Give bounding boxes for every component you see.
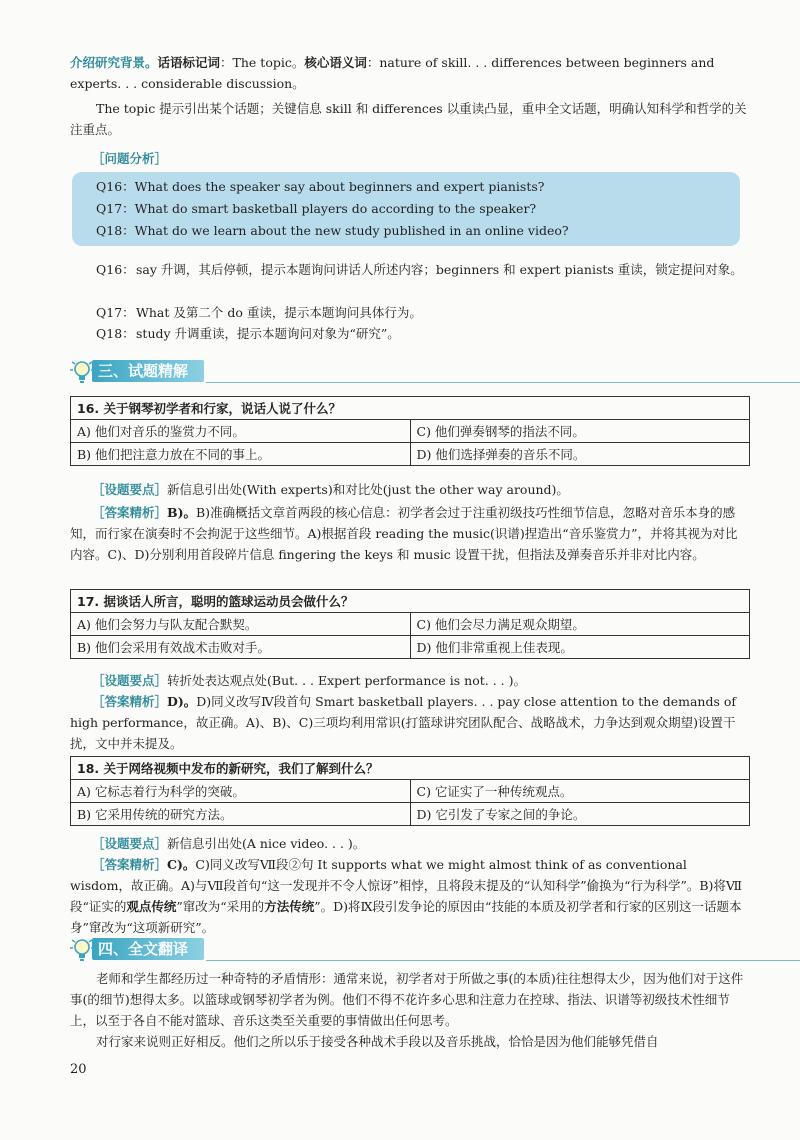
q18-point xyxy=(92,833,752,854)
section-3-rule xyxy=(206,382,800,383)
note-q18-label: Q18： xyxy=(96,326,135,341)
note-q17-label: Q17： xyxy=(96,305,135,320)
q18-answer xyxy=(70,854,750,938)
q17-table xyxy=(70,589,750,659)
q18-point-text: 新信息引出处(A nice video. . . )。 xyxy=(167,836,366,851)
q18-answer-tag: ［答案精析］ xyxy=(92,857,168,872)
q17-point-text: 转折处表达观点处(But. . . Expert performance is not. . . )。 xyxy=(167,673,526,688)
section-4-rule xyxy=(206,960,800,961)
lightbulb-icon xyxy=(70,936,94,964)
intro-paragraph xyxy=(70,52,750,94)
question-q17: Q17：What do smart basketball players do according to the speaker? xyxy=(96,201,537,216)
q18-answer-letter: C)。 xyxy=(167,857,196,872)
section-3-title: 三、试题精解 xyxy=(98,362,189,380)
core-label: 核心语义词 xyxy=(304,55,367,70)
section-4-header xyxy=(70,936,750,964)
q18-answer-bold-2: 方法传统 xyxy=(264,899,315,914)
page-number: 20 xyxy=(70,1062,87,1077)
q16-answer-tag: ［答案精析］ xyxy=(92,505,168,520)
q16-answer-letter: B)。 xyxy=(167,505,196,520)
q18-answer-text-2: ”窜改为“采用的 xyxy=(176,899,265,914)
intro-label: 介绍研究背景。 xyxy=(70,55,158,70)
section-3-header xyxy=(70,358,750,386)
q18-answer-text-3: ”。D)将Ⅸ段引发争论的原因由“技能的本质及初学者和行家的区别这一话题本身”窜改为“这项新研究”。 xyxy=(70,899,742,935)
q16-option-a: A) 他们对音乐的鉴赏力不同。 xyxy=(71,420,411,443)
note-q16-text: say 升调，其后停顿，提示本题询问讲话人所述内容；beginners 和 expert pianists 重读，锁定提问对象。 xyxy=(136,262,743,277)
translation-paragraph-2: 对行家来说则正好相反。他们之所以乐于接受各种战术手段以及音乐挑战，恰恰是因为他们能够凭借自 xyxy=(96,1034,659,1049)
q16-point-text: 新信息引出处(With experts)和对比处(just the other way around)。 xyxy=(167,482,569,497)
q16-option-c: C) 他们弹奏钢琴的指法不同。 xyxy=(410,420,750,443)
q16-answer-text: B)准确概括文章首两段的核心信息：初学者会过于注重初级技巧性细节信息，忽略对音乐本身的感知，而行家在演奏时不会拘泥于这些细节。A)根据首段 reading the music(识谱)捏造出“音乐鉴赏力”，并将其视为对比内容。C)、D)分别利用首段碎片信息 fingering the keys 和 music 设置干扰，但指法及弹奏音乐并非对比内容。 xyxy=(70,505,738,562)
question-q18: Q18：What do we learn about the new study published in an online video? xyxy=(96,223,569,238)
intro-paragraph-2: The topic 提示引出某个话题；关键信息 skill 和 differences 以重读凸显，重申全文话题，明确认知科学和哲学的关注重点。 xyxy=(70,101,747,137)
marker-text: ：The topic。 xyxy=(220,55,305,70)
translation-paragraph-1: 老师和学生都经历过一种奇特的矛盾情形：通常来说，初学者对于所做之事(的本质)往往想得太少，因为他们对于这件事(的细节)想得太多。以篮球或钢琴初学者为例。他们不得不花许多心思和注意力在控球、指法、识谱等初级技术性细节上，以至于各自不能对篮球、音乐这类至关重要的事情做出任何思考。 xyxy=(70,971,744,1028)
q18-option-c: C) 它证实了一种传统观点。 xyxy=(410,780,750,803)
q18-answer-text-1: C)同义改写Ⅶ段②句 It supports what we might almost think of as conventional wisdom，故正确。A)与Ⅶ段首句“这一发现并不令人惊讶”相悖，且将段末提及的“认知科学”偷换为“行为科学”。B)将Ⅶ段“证实的 xyxy=(70,857,743,914)
q18-stem: 18. 关于网络视频中发布的新研究，我们了解到什么？ xyxy=(71,757,750,780)
q18-table xyxy=(70,756,750,826)
lightbulb-icon xyxy=(70,358,94,386)
q17-option-d: D) 他们非常重视上佳表现。 xyxy=(410,636,750,659)
q17-option-c: C) 他们会尽力满足观众期望。 xyxy=(410,613,750,636)
q17-answer-letter: D)。 xyxy=(167,694,197,709)
marker-label: 话语标记词 xyxy=(157,55,221,70)
q17-option-b: B) 他们会采用有效战术击败对手。 xyxy=(71,636,411,659)
q16-point-tag: ［设题要点］ xyxy=(92,482,168,497)
q16-answer xyxy=(70,502,750,565)
q16-option-b: B) 他们把注意力放在不同的事上。 xyxy=(71,443,411,466)
q18-option-a: A) 它标志着行为科学的突破。 xyxy=(71,780,411,803)
q16-point xyxy=(92,479,752,500)
q17-answer xyxy=(70,691,750,754)
note-q18 xyxy=(96,323,746,344)
q17-point-tag: ［设题要点］ xyxy=(92,673,168,688)
q17-option-a: A) 他们会努力与队友配合默契。 xyxy=(71,613,411,636)
note-q16-label: Q16： xyxy=(96,262,135,277)
q16-stem: 16. 关于钢琴初学者和行家，说话人说了什么？ xyxy=(71,397,750,420)
q17-answer-text: D)同义改写Ⅳ段首句 Smart basketball players. . . pay close attention to the demands of high performance，故正确。A)、B)、C)三项均利用常识(打篮球讲究团队配合、战略战术，力争达到观众期望)设置干扰，文中并未提及。 xyxy=(70,694,736,751)
q18-answer-bold-1: 观点传统 xyxy=(126,899,177,914)
q18-option-b: B) 它采用传统的研究方法。 xyxy=(71,803,411,826)
section-4-title: 四、全文翻译 xyxy=(98,940,189,958)
q18-option-d: D) 它引发了专家之间的争论。 xyxy=(410,803,750,826)
q16-option-d: D) 他们选择弹奏的音乐不同。 xyxy=(410,443,750,466)
note-q17 xyxy=(96,302,746,323)
q18-point-tag: ［设题要点］ xyxy=(92,836,168,851)
q17-answer-tag: ［答案精析］ xyxy=(92,694,168,709)
q17-point xyxy=(92,670,752,691)
note-q16 xyxy=(96,259,746,280)
analysis-header: ［问题分析］ xyxy=(92,151,168,166)
q17-stem: 17. 据谈话人所言，聪明的篮球运动员会做什么？ xyxy=(71,590,750,613)
note-q17-text: What 及第二个 do 重读，提示本题询问具体行为。 xyxy=(136,305,422,320)
note-q18-text: study 升调重读，提示本题询问对象为“研究”。 xyxy=(136,326,400,341)
question-q16: Q16：What does the speaker say about beginners and expert pianists? xyxy=(96,179,545,194)
q16-table xyxy=(70,396,750,466)
core-text: ：nature of skill. . . differences between beginners and experts. . . considerable discussion。 xyxy=(70,55,715,91)
